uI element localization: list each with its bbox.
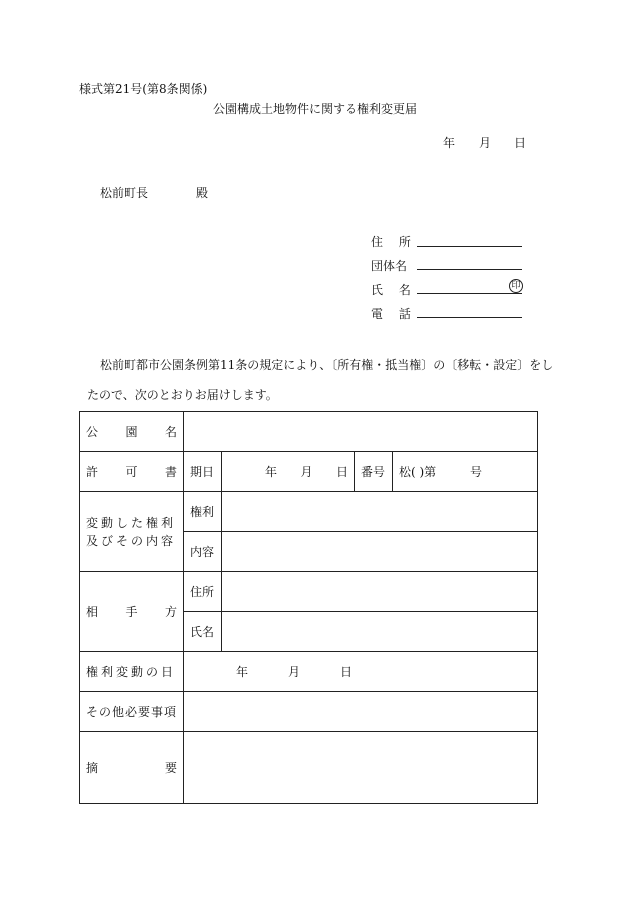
addressee-honorific: 殿 xyxy=(196,186,209,200)
addressee-name: 松前町長 xyxy=(100,186,149,200)
other-label: その他必要事項 xyxy=(80,692,184,732)
counterparty-address-field[interactable] xyxy=(222,572,538,612)
row-summary xyxy=(80,732,538,804)
form-table xyxy=(79,411,538,804)
other-field[interactable] xyxy=(184,692,538,732)
row-other xyxy=(80,692,538,732)
row-counterparty-address xyxy=(80,572,538,612)
right-field[interactable] xyxy=(222,492,538,532)
row-right xyxy=(80,492,538,532)
row-change-date xyxy=(80,652,538,692)
counterparty-name-field[interactable] xyxy=(222,612,538,652)
period-label: 期日 xyxy=(184,452,222,492)
name-field[interactable] xyxy=(417,293,522,294)
org-field[interactable] xyxy=(417,269,522,270)
permit-label: 許 可 書 xyxy=(80,452,184,492)
content-field[interactable] xyxy=(222,532,538,572)
counterparty-address-label: 住所 xyxy=(184,572,222,612)
period-field[interactable]: 年 月 日 xyxy=(222,452,355,492)
form-title: 公園構成土地物件に関する権利変更届 xyxy=(213,102,418,116)
name-label: 氏 名 xyxy=(371,283,417,297)
row-park-name xyxy=(80,412,538,452)
seal-icon: 印 xyxy=(509,279,523,293)
number-label: 番号 xyxy=(355,452,393,492)
right-label: 権利 xyxy=(184,492,222,532)
park-name-field[interactable] xyxy=(184,412,538,452)
body-text-line1: 松前町都市公園条例第11条の規定により、〔所有権・抵当権〕の〔移転・設定〕をし xyxy=(100,358,554,372)
address-field[interactable] xyxy=(417,246,522,247)
summary-label: 摘 要 xyxy=(80,732,184,804)
address-label: 住 所 xyxy=(371,235,417,249)
change-date-label: 権利変動の日 xyxy=(80,652,184,692)
row-permit xyxy=(80,452,538,492)
changed-rights-label: 変動した権利 及びその内容 xyxy=(80,492,184,572)
content-label: 内容 xyxy=(184,532,222,572)
summary-field[interactable] xyxy=(184,732,538,804)
phone-label: 電 話 xyxy=(371,307,417,321)
body-text-line2: たので、次のとおりお届けします。 xyxy=(87,388,278,402)
form-number: 様式第21号(第8条関係) xyxy=(79,82,208,96)
counterparty-label: 相 手 方 xyxy=(80,572,184,652)
number-field[interactable]: 松( )第 号 xyxy=(393,452,538,492)
park-name-label: 公 園 名 xyxy=(80,412,184,452)
phone-field[interactable] xyxy=(417,317,522,318)
org-label: 団体名 xyxy=(371,259,408,273)
change-date-field[interactable]: 年 月 日 xyxy=(184,652,538,692)
counterparty-name-label: 氏名 xyxy=(184,612,222,652)
